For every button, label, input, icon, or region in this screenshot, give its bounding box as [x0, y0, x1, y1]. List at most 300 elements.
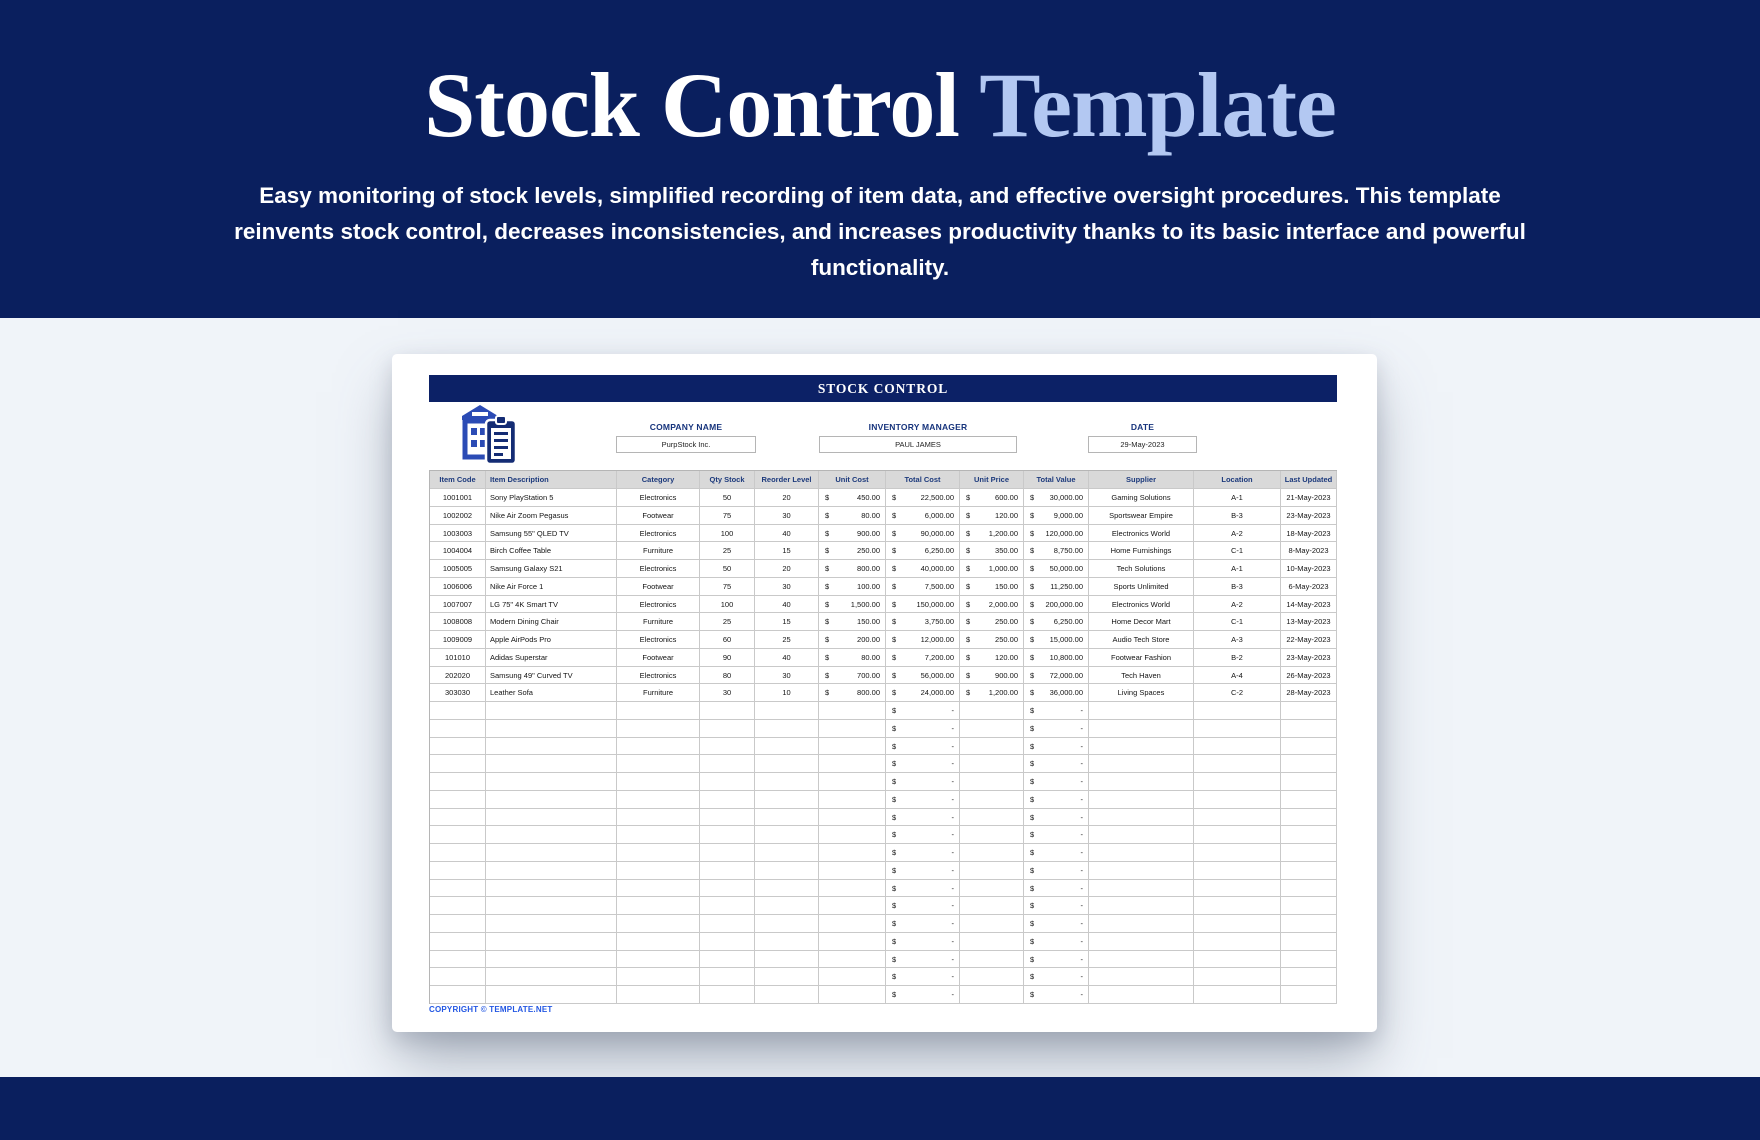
table-cell: A-1 — [1194, 560, 1281, 578]
table-cell — [755, 826, 819, 844]
table-cell — [886, 826, 960, 844]
amount: - — [951, 901, 954, 911]
table-cell — [1024, 525, 1089, 543]
currency-symbol: $ — [1030, 528, 1035, 538]
table-cell — [960, 773, 1024, 791]
table-cell — [700, 791, 755, 809]
amount: 56,000.00 — [920, 670, 954, 680]
column-header: Total Value — [1024, 471, 1089, 489]
table-cell: 25 — [700, 613, 755, 631]
currency-symbol: $ — [1030, 670, 1035, 680]
table-cell — [886, 702, 960, 720]
table-cell: 8-May-2023 — [1281, 542, 1337, 560]
currency-symbol: $ — [1030, 865, 1035, 875]
currency-symbol: $ — [825, 546, 830, 556]
table-cell — [886, 968, 960, 986]
table-cell — [1089, 844, 1194, 862]
table-cell — [700, 844, 755, 862]
amount: - — [951, 830, 954, 840]
table-cell — [960, 596, 1024, 614]
amount: 7,500.00 — [924, 581, 954, 591]
table-cell — [886, 738, 960, 756]
table-cell — [819, 986, 886, 1004]
table-cell — [960, 986, 1024, 1004]
table-cell — [1024, 702, 1089, 720]
table-cell — [886, 986, 960, 1004]
currency-symbol: $ — [892, 741, 897, 751]
currency-symbol: $ — [1030, 652, 1035, 662]
amount: - — [951, 865, 954, 875]
amount: 1,200.00 — [988, 688, 1018, 698]
currency-symbol: $ — [966, 635, 971, 644]
table-cell — [430, 755, 486, 773]
company-name-field — [616, 422, 756, 453]
table-cell — [960, 578, 1024, 596]
amount: - — [951, 919, 954, 928]
table-cell — [1024, 489, 1089, 507]
table-cell — [1089, 720, 1194, 738]
table-cell — [886, 720, 960, 738]
table-cell — [960, 951, 1024, 969]
table-cell — [430, 844, 486, 862]
table-cell: 90 — [700, 649, 755, 667]
amount: - — [1080, 865, 1083, 875]
amount: 30,000.00 — [1049, 493, 1083, 502]
currency-symbol: $ — [1030, 706, 1035, 715]
table-cell — [819, 773, 886, 791]
table-cell — [700, 773, 755, 791]
table-cell — [1281, 897, 1337, 915]
table-cell — [960, 542, 1024, 560]
table-cell: 30 — [755, 507, 819, 525]
table-cell — [886, 897, 960, 915]
table-cell — [700, 720, 755, 738]
table-row — [430, 862, 1337, 880]
table-cell: C-1 — [1194, 542, 1281, 560]
currency-symbol: $ — [892, 990, 897, 999]
table-cell — [1281, 791, 1337, 809]
table-cell — [886, 773, 960, 791]
currency-symbol: $ — [825, 617, 830, 627]
table-cell — [755, 702, 819, 720]
table-cell — [1024, 915, 1089, 933]
table-cell — [1281, 826, 1337, 844]
table-cell — [617, 809, 700, 827]
table-row — [430, 844, 1337, 862]
currency-symbol: $ — [892, 777, 897, 786]
table-cell — [886, 791, 960, 809]
table-cell: Nike Air Force 1 — [486, 578, 617, 596]
table-cell — [486, 968, 617, 986]
table-cell — [755, 720, 819, 738]
table-cell: B-3 — [1194, 507, 1281, 525]
amount: 120.00 — [995, 652, 1018, 662]
table-cell — [1024, 684, 1089, 702]
currency-symbol: $ — [966, 670, 971, 680]
amount: - — [1080, 759, 1083, 769]
table-cell — [1024, 667, 1089, 685]
table-cell — [700, 809, 755, 827]
table-cell — [486, 720, 617, 738]
amount: 24,000.00 — [920, 688, 954, 698]
amount: - — [1080, 812, 1083, 822]
amount: - — [951, 954, 954, 964]
currency-symbol: $ — [966, 564, 971, 573]
table-cell: Samsung Galaxy S21 — [486, 560, 617, 578]
table-cell: 80 — [700, 667, 755, 685]
table-cell: 10 — [755, 684, 819, 702]
table-cell: 75 — [700, 507, 755, 525]
table-cell — [700, 915, 755, 933]
inventory-manager-input[interactable]: PAUL JAMES — [819, 436, 1017, 453]
amount: - — [1080, 936, 1083, 946]
amount: - — [951, 812, 954, 822]
table-cell: 1008008 — [430, 613, 486, 631]
amount: - — [1080, 990, 1083, 999]
table-cell — [486, 844, 617, 862]
amount: - — [951, 706, 954, 715]
date-field — [1088, 422, 1197, 453]
table-cell — [1024, 631, 1089, 649]
table-cell — [617, 755, 700, 773]
currency-symbol: $ — [892, 919, 897, 928]
amount: - — [1080, 830, 1083, 840]
table-cell — [1089, 862, 1194, 880]
currency-symbol: $ — [1030, 635, 1035, 644]
table-row — [430, 897, 1337, 915]
table-cell — [960, 809, 1024, 827]
table-row — [430, 525, 1337, 543]
amount: - — [1080, 723, 1083, 733]
currency-symbol: $ — [966, 493, 971, 502]
table-cell — [700, 755, 755, 773]
currency-symbol: $ — [892, 510, 897, 520]
table-cell — [700, 738, 755, 756]
table-cell: 23-May-2023 — [1281, 649, 1337, 667]
table-cell — [1281, 862, 1337, 880]
table-cell: Home Decor Mart — [1089, 613, 1194, 631]
table-cell: Furniture — [617, 613, 700, 631]
table-cell: 1003003 — [430, 525, 486, 543]
table-cell: Footwear — [617, 578, 700, 596]
amount: 40,000.00 — [920, 564, 954, 573]
amount: - — [1080, 777, 1083, 786]
table-cell — [486, 951, 617, 969]
amount: 11,250.00 — [1050, 581, 1083, 591]
table-cell — [1194, 986, 1281, 1004]
table-cell — [700, 968, 755, 986]
table-cell: 15 — [755, 613, 819, 631]
table-cell — [617, 738, 700, 756]
table-cell — [819, 702, 886, 720]
table-cell — [886, 862, 960, 880]
amount: 150.00 — [857, 617, 880, 627]
table-cell: 1007007 — [430, 596, 486, 614]
amount: 250.00 — [995, 617, 1018, 627]
currency-symbol: $ — [892, 723, 897, 733]
table-cell: 40 — [755, 525, 819, 543]
table-cell: 50 — [700, 489, 755, 507]
table-cell — [960, 631, 1024, 649]
table-cell — [700, 897, 755, 915]
table-cell — [960, 844, 1024, 862]
table-cell — [1194, 862, 1281, 880]
copyright-link[interactable]: COPYRIGHT © TEMPLATE.NET — [429, 1005, 553, 1014]
table-cell — [960, 649, 1024, 667]
currency-symbol: $ — [825, 670, 830, 680]
amount: - — [951, 848, 954, 857]
table-cell: 1001001 — [430, 489, 486, 507]
table-cell: A-3 — [1194, 631, 1281, 649]
table-cell — [486, 897, 617, 915]
table-cell — [430, 791, 486, 809]
table-cell: Electronics — [617, 560, 700, 578]
table-cell — [886, 542, 960, 560]
table-cell — [1089, 773, 1194, 791]
column-header: Category — [617, 471, 700, 489]
amount: 150.00 — [995, 581, 1018, 591]
amount: 3,750.00 — [924, 617, 954, 627]
table-cell — [755, 968, 819, 986]
table-row — [430, 826, 1337, 844]
table-cell — [886, 649, 960, 667]
table-cell: 30 — [700, 684, 755, 702]
currency-symbol: $ — [892, 670, 897, 680]
warehouse-clipboard-icon — [460, 402, 518, 466]
table-cell: 20 — [755, 489, 819, 507]
table-cell — [1024, 826, 1089, 844]
table-cell: 1005005 — [430, 560, 486, 578]
amount: 250.00 — [995, 635, 1018, 644]
amount: 36,000.00 — [1049, 688, 1083, 698]
currency-symbol: $ — [892, 759, 897, 769]
table-cell — [960, 738, 1024, 756]
currency-symbol: $ — [1030, 510, 1035, 520]
table-row — [430, 809, 1337, 827]
table-cell — [755, 880, 819, 898]
currency-symbol: $ — [1030, 812, 1035, 822]
amount: 80.00 — [861, 652, 880, 662]
amount: 90,000.00 — [920, 528, 954, 538]
table-cell — [1281, 968, 1337, 986]
amount: 12,000.00 — [920, 635, 954, 644]
currency-symbol: $ — [1030, 830, 1035, 840]
table-cell — [886, 525, 960, 543]
table-cell — [617, 986, 700, 1004]
table-cell — [886, 596, 960, 614]
table-cell: 303030 — [430, 684, 486, 702]
table-cell: A-2 — [1194, 525, 1281, 543]
table-cell — [886, 844, 960, 862]
inventory-manager-field — [819, 422, 1017, 453]
table-cell: A-2 — [1194, 596, 1281, 614]
currency-symbol: $ — [966, 652, 971, 662]
table-cell — [960, 880, 1024, 898]
table-cell: Modern Dining Chair — [486, 613, 617, 631]
company-name-input[interactable]: PurpStock Inc. — [616, 436, 756, 453]
table-row — [430, 915, 1337, 933]
table-cell: 1004004 — [430, 542, 486, 560]
table-cell: Electronics World — [1089, 596, 1194, 614]
table-cell — [430, 702, 486, 720]
table-cell: 101010 — [430, 649, 486, 667]
table-cell — [1089, 738, 1194, 756]
column-header: Supplier — [1089, 471, 1194, 489]
amount: 80.00 — [861, 510, 880, 520]
table-cell: 75 — [700, 578, 755, 596]
stock-table — [429, 470, 1337, 1004]
table-cell: LG 75" 4K Smart TV — [486, 596, 617, 614]
table-cell — [819, 968, 886, 986]
table-cell: Samsung 49" Curved TV — [486, 667, 617, 685]
table-cell — [1024, 880, 1089, 898]
table-cell — [755, 791, 819, 809]
amount: - — [1080, 848, 1083, 857]
table-cell — [430, 897, 486, 915]
table-cell — [819, 667, 886, 685]
currency-symbol: $ — [892, 812, 897, 822]
table-cell — [1089, 951, 1194, 969]
table-cell: 10-May-2023 — [1281, 560, 1337, 578]
amount: 72,000.00 — [1049, 670, 1083, 680]
table-cell — [960, 791, 1024, 809]
date-label: DATE — [1130, 422, 1155, 432]
table-cell — [430, 933, 486, 951]
table-cell — [960, 862, 1024, 880]
table-cell: 100 — [700, 596, 755, 614]
table-cell — [755, 897, 819, 915]
table-cell — [960, 684, 1024, 702]
table-cell — [617, 880, 700, 898]
currency-symbol: $ — [1030, 901, 1035, 911]
inventory-manager-label: INVENTORY MANAGER — [868, 422, 968, 432]
table-cell: Furniture — [617, 542, 700, 560]
table-cell — [430, 862, 486, 880]
amount: 7,200.00 — [924, 652, 954, 662]
currency-symbol: $ — [825, 635, 830, 644]
table-cell — [430, 720, 486, 738]
date-input[interactable]: 29-May-2023 — [1088, 436, 1197, 453]
table-cell — [819, 649, 886, 667]
amount: 800.00 — [857, 688, 880, 698]
table-cell — [819, 738, 886, 756]
table-cell: B-3 — [1194, 578, 1281, 596]
table-cell — [1281, 915, 1337, 933]
amount: 50,000.00 — [1049, 564, 1083, 573]
currency-symbol: $ — [1030, 777, 1035, 786]
table-cell — [1281, 933, 1337, 951]
table-cell — [1089, 826, 1194, 844]
table-cell — [1024, 968, 1089, 986]
amount: 10,800.00 — [1049, 652, 1083, 662]
table-cell — [1281, 986, 1337, 1004]
table-row — [430, 968, 1337, 986]
table-cell: Living Spaces — [1089, 684, 1194, 702]
currency-symbol: $ — [892, 794, 897, 804]
table-cell — [819, 684, 886, 702]
table-cell: Sportswear Empire — [1089, 507, 1194, 525]
table-cell — [755, 809, 819, 827]
table-cell — [1024, 649, 1089, 667]
table-cell — [819, 755, 886, 773]
table-cell — [960, 933, 1024, 951]
table-cell — [819, 560, 886, 578]
table-cell — [700, 951, 755, 969]
table-cell — [1089, 986, 1194, 1004]
table-cell — [886, 915, 960, 933]
amount: - — [1080, 706, 1083, 715]
table-cell — [700, 933, 755, 951]
currency-symbol: $ — [892, 652, 897, 662]
amount: 200.00 — [857, 635, 880, 644]
table-cell — [617, 720, 700, 738]
table-cell — [486, 862, 617, 880]
page-title-secondary: Template — [979, 54, 1336, 156]
table-cell — [486, 809, 617, 827]
table-cell: 6-May-2023 — [1281, 578, 1337, 596]
currency-symbol: $ — [825, 599, 830, 609]
table-cell: Audio Tech Store — [1089, 631, 1194, 649]
table-cell — [960, 507, 1024, 525]
table-cell — [1194, 968, 1281, 986]
table-cell — [886, 684, 960, 702]
table-header-row — [430, 471, 1337, 489]
table-cell — [1194, 809, 1281, 827]
currency-symbol: $ — [1030, 936, 1035, 946]
table-cell — [819, 791, 886, 809]
currency-symbol: $ — [892, 635, 897, 644]
table-cell — [886, 631, 960, 649]
table-cell: Furniture — [617, 684, 700, 702]
column-header: Item Code — [430, 471, 486, 489]
table-row — [430, 684, 1337, 702]
table-cell — [960, 560, 1024, 578]
table-cell — [1024, 755, 1089, 773]
currency-symbol: $ — [966, 546, 971, 556]
table-cell — [960, 755, 1024, 773]
table-cell: 60 — [700, 631, 755, 649]
table-cell: 1006006 — [430, 578, 486, 596]
table-cell — [886, 507, 960, 525]
table-cell: Home Furnishings — [1089, 542, 1194, 560]
currency-symbol: $ — [1030, 546, 1035, 556]
currency-symbol: $ — [892, 493, 897, 502]
table-row — [430, 702, 1337, 720]
table-cell: 30 — [755, 667, 819, 685]
table-cell: 100 — [700, 525, 755, 543]
table-cell — [1281, 951, 1337, 969]
currency-symbol: $ — [966, 599, 971, 609]
hero-banner — [0, 0, 1760, 318]
table-cell — [755, 862, 819, 880]
table-cell: Gaming Solutions — [1089, 489, 1194, 507]
amount: - — [951, 936, 954, 946]
table-cell: Leather Sofa — [486, 684, 617, 702]
table-cell: Electronics — [617, 667, 700, 685]
table-cell — [700, 880, 755, 898]
table-cell — [1089, 702, 1194, 720]
table-cell — [430, 809, 486, 827]
table-row — [430, 542, 1337, 560]
table-cell — [700, 702, 755, 720]
currency-symbol: $ — [1030, 599, 1035, 609]
table-cell: Footwear — [617, 507, 700, 525]
table-cell — [430, 968, 486, 986]
amount: - — [1080, 741, 1083, 751]
currency-symbol: $ — [825, 581, 830, 591]
table-cell: 23-May-2023 — [1281, 507, 1337, 525]
table-cell — [960, 720, 1024, 738]
